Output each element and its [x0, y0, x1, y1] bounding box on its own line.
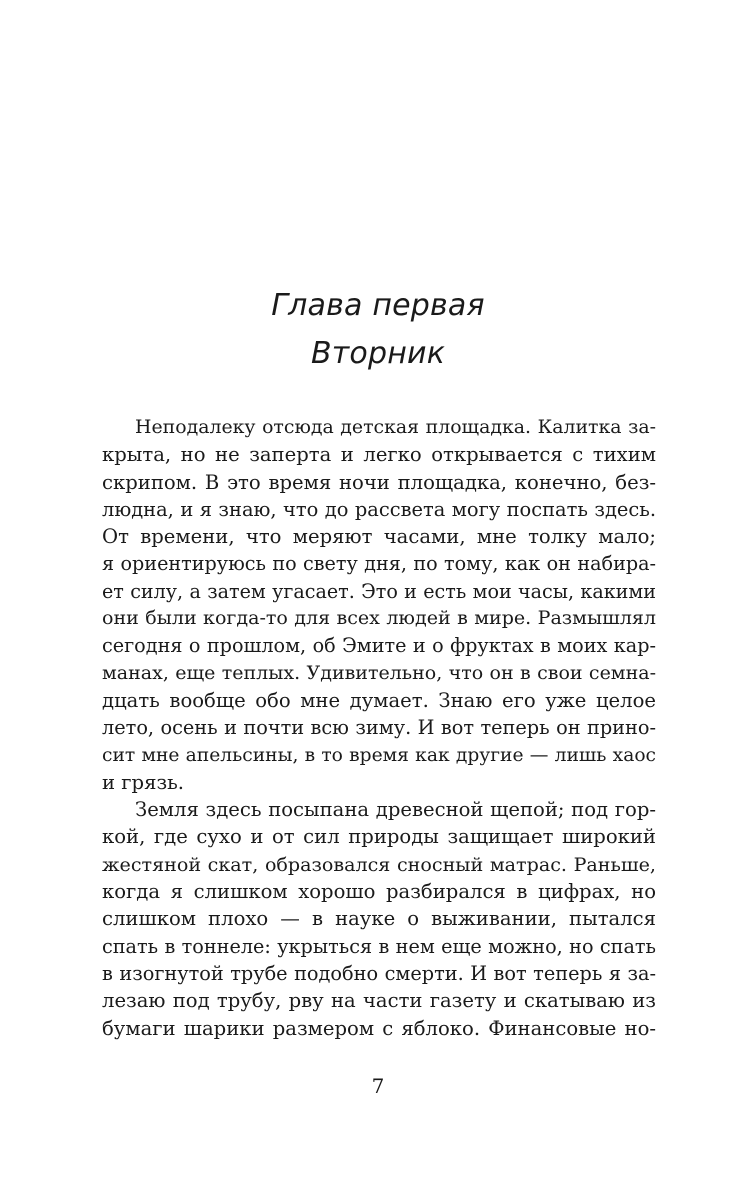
text-line: лето, осень и почти всю зиму. И вот теперь он прино-: [102, 716, 656, 740]
text-line: скрипом. В это время ночи площадка, конечно, без-: [102, 470, 656, 494]
page-number: 7: [371, 1074, 385, 1098]
text-line: лезаю под трубу, рву на части газету и скатываю из: [102, 989, 656, 1013]
body-text: [102, 414, 656, 1042]
text-line: слишком плохо — в науке о выживании, пытался: [102, 907, 656, 931]
text-line: они были когда-то для всех людей в мире. Размышлял: [102, 607, 656, 630]
text-line: сегодня о прошлом, об Эмите и о фруктах в моих кар-: [102, 634, 656, 658]
chapter-subtitle: Вторник: [310, 336, 446, 371]
text-line: крыта, но не заперта и легко открывается с тихим: [102, 443, 656, 467]
text-line: людна, и я знаю, что до рассвета могу поспать здесь.: [102, 497, 656, 521]
text-line: спать в тоннеле: укрыться в нем еще можно, но спать: [102, 934, 656, 958]
text-line: Земля здесь посыпана древесной щепой; под гор-: [135, 798, 656, 822]
text-line: От времени, что меряют часами, мне толку мало;: [102, 525, 656, 549]
chapter-title: Глава первая: [271, 288, 485, 323]
text-line: Неподалеку отсюда детская площадка. Калитка за-: [135, 416, 656, 438]
text-line: я ориентируюсь по свету дня, по тому, как он набира-: [102, 552, 656, 576]
text-line: и грязь.: [102, 770, 185, 794]
text-line: жестяной скат, образовался сносный матрас. Раньше,: [102, 852, 656, 876]
text-line: ет силу, а затем угасает. Это и есть мои часы, какими: [102, 579, 656, 603]
text-line: сит мне апельсины, в то время как другие — лишь хаос: [102, 744, 656, 766]
text-line: дцать вообще обо мне думает. Знаю его уже целое: [102, 688, 656, 712]
text-line: манах, еще теплых. Удивительно, что он в свои семна-: [102, 661, 656, 684]
text-line: бумаги шарики размером с яблоко. Финансовые но-: [102, 1016, 656, 1040]
chapter-heading: [0, 282, 756, 378]
text-line: кой, где сухо и от сил природы защищает широкий: [102, 825, 656, 849]
text-line: в изогнутой трубе подобно смерти. И вот теперь я за-: [102, 961, 656, 985]
text-line: когда я слишком хорошо разбирался в цифрах, но: [102, 880, 656, 904]
